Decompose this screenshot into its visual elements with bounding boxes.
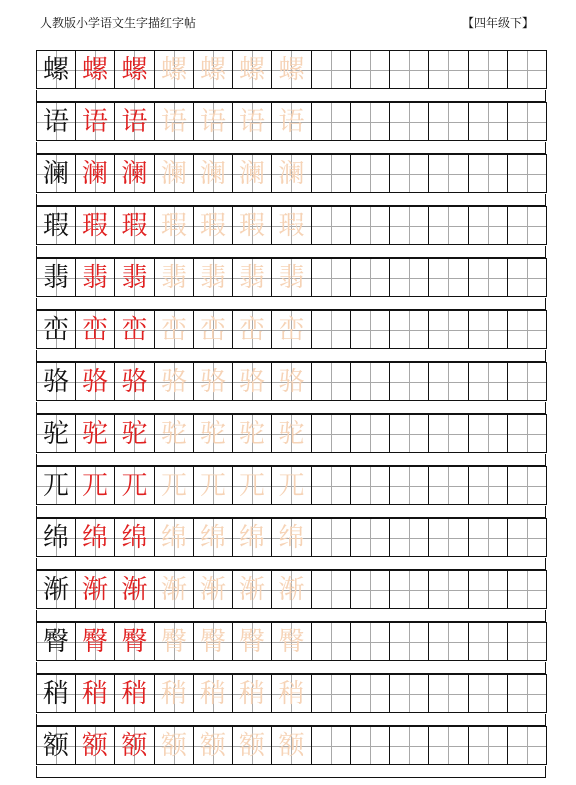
trace-character: 瑕 <box>193 206 233 245</box>
trace-character: 峦 <box>232 310 272 349</box>
character-row <box>36 414 546 454</box>
red-character: 语 <box>114 102 155 141</box>
red-character: 绵 <box>114 518 155 557</box>
empty-practice-cell <box>507 674 547 713</box>
empty-practice-cell <box>428 622 469 661</box>
empty-practice-cell <box>350 674 390 713</box>
empty-practice-cell <box>507 466 547 505</box>
trace-character: 驼 <box>154 414 194 453</box>
grade-label: 【四年级下】 <box>461 16 534 30</box>
model-character: 兀 <box>36 466 76 505</box>
trace-character: 骆 <box>232 362 272 401</box>
trace-character: 绵 <box>154 518 194 557</box>
trace-character: 臀 <box>154 622 194 661</box>
empty-practice-cell <box>468 622 508 661</box>
trace-character: 翡 <box>271 258 312 297</box>
red-character: 渐 <box>75 570 115 609</box>
empty-practice-cell <box>507 50 547 89</box>
red-character: 绵 <box>75 518 115 557</box>
empty-practice-cell <box>350 726 390 765</box>
model-character: 骆 <box>36 362 76 401</box>
character-row <box>36 726 546 766</box>
red-character: 峦 <box>75 310 115 349</box>
empty-practice-cell <box>428 726 469 765</box>
empty-practice-cell <box>389 50 429 89</box>
trace-character: 额 <box>271 726 312 765</box>
trace-character: 兀 <box>193 466 233 505</box>
trace-character: 语 <box>193 102 233 141</box>
empty-practice-cell <box>389 570 429 609</box>
empty-practice-cell <box>468 726 508 765</box>
red-character: 语 <box>75 102 115 141</box>
empty-practice-cell <box>311 362 351 401</box>
trace-character: 骆 <box>193 362 233 401</box>
trace-character: 绵 <box>193 518 233 557</box>
row-separator <box>36 90 546 102</box>
red-character: 渐 <box>114 570 155 609</box>
empty-practice-cell <box>350 154 390 193</box>
row-separator <box>36 298 546 310</box>
empty-practice-cell <box>389 362 429 401</box>
empty-practice-cell <box>311 518 351 557</box>
empty-practice-cell <box>350 518 390 557</box>
empty-practice-cell <box>428 466 469 505</box>
empty-practice-cell <box>428 362 469 401</box>
character-row <box>36 674 546 714</box>
red-character: 翡 <box>114 258 155 297</box>
empty-practice-cell <box>311 206 351 245</box>
empty-practice-cell <box>428 518 469 557</box>
trace-character: 渐 <box>154 570 194 609</box>
model-character: 臀 <box>36 622 76 661</box>
trace-character: 骆 <box>154 362 194 401</box>
model-character: 螺 <box>36 50 76 89</box>
trace-character: 额 <box>154 726 194 765</box>
trace-character: 翡 <box>193 258 233 297</box>
empty-practice-cell <box>468 154 508 193</box>
empty-practice-cell <box>350 206 390 245</box>
trace-character: 语 <box>154 102 194 141</box>
trace-character: 臀 <box>232 622 272 661</box>
model-character: 渐 <box>36 570 76 609</box>
character-row <box>36 102 546 142</box>
empty-practice-cell <box>468 206 508 245</box>
trace-character: 瑕 <box>271 206 312 245</box>
trace-character: 渐 <box>271 570 312 609</box>
character-row <box>36 622 546 662</box>
red-character: 瑕 <box>75 206 115 245</box>
trace-character: 绵 <box>271 518 312 557</box>
empty-practice-cell <box>468 518 508 557</box>
empty-practice-cell <box>507 102 547 141</box>
empty-practice-cell <box>507 310 547 349</box>
model-character: 稍 <box>36 674 76 713</box>
trace-character: 兀 <box>232 466 272 505</box>
empty-practice-cell <box>507 206 547 245</box>
empty-practice-cell <box>507 154 547 193</box>
trace-character: 峦 <box>271 310 312 349</box>
empty-practice-cell <box>350 102 390 141</box>
character-row <box>36 310 546 350</box>
red-character: 螺 <box>114 50 155 89</box>
character-row <box>36 362 546 402</box>
trace-character: 语 <box>232 102 272 141</box>
trace-character: 螺 <box>193 50 233 89</box>
empty-practice-cell <box>350 622 390 661</box>
empty-practice-cell <box>311 570 351 609</box>
red-character: 兀 <box>75 466 115 505</box>
character-row <box>36 570 546 610</box>
empty-practice-cell <box>389 258 429 297</box>
model-character: 绵 <box>36 518 76 557</box>
character-row <box>36 50 546 90</box>
trace-character: 驼 <box>232 414 272 453</box>
character-row <box>36 258 546 298</box>
red-character: 翡 <box>75 258 115 297</box>
empty-practice-cell <box>507 362 547 401</box>
empty-practice-cell <box>389 466 429 505</box>
red-character: 骆 <box>114 362 155 401</box>
empty-practice-cell <box>468 102 508 141</box>
empty-practice-cell <box>468 674 508 713</box>
empty-practice-cell <box>428 206 469 245</box>
empty-practice-cell <box>389 518 429 557</box>
empty-practice-cell <box>350 258 390 297</box>
empty-practice-cell <box>311 726 351 765</box>
empty-practice-cell <box>311 622 351 661</box>
trace-character: 稍 <box>232 674 272 713</box>
trace-character: 螺 <box>232 50 272 89</box>
model-character: 瑕 <box>36 206 76 245</box>
trace-character: 峦 <box>154 310 194 349</box>
model-character: 驼 <box>36 414 76 453</box>
empty-practice-cell <box>507 622 547 661</box>
row-separator <box>36 558 546 570</box>
empty-practice-cell <box>350 362 390 401</box>
empty-practice-cell <box>428 570 469 609</box>
red-character: 额 <box>75 726 115 765</box>
red-character: 臀 <box>75 622 115 661</box>
empty-practice-cell <box>468 414 508 453</box>
empty-practice-cell <box>428 414 469 453</box>
practice-grid <box>36 50 546 770</box>
red-character: 螺 <box>75 50 115 89</box>
trace-character: 兀 <box>271 466 312 505</box>
empty-practice-cell <box>428 310 469 349</box>
empty-practice-cell <box>311 258 351 297</box>
trace-character: 驼 <box>271 414 312 453</box>
empty-practice-cell <box>350 570 390 609</box>
empty-practice-cell <box>428 154 469 193</box>
row-separator <box>36 506 546 518</box>
empty-practice-cell <box>507 726 547 765</box>
empty-practice-cell <box>507 258 547 297</box>
model-character: 翡 <box>36 258 76 297</box>
empty-practice-cell <box>468 570 508 609</box>
trace-character: 语 <box>271 102 312 141</box>
model-character: 澜 <box>36 154 76 193</box>
empty-practice-cell <box>507 518 547 557</box>
trace-character: 澜 <box>271 154 312 193</box>
trace-character: 渐 <box>232 570 272 609</box>
trace-character: 兀 <box>154 466 194 505</box>
trace-character: 额 <box>193 726 233 765</box>
empty-practice-cell <box>428 258 469 297</box>
row-separator <box>36 402 546 414</box>
empty-practice-cell <box>389 622 429 661</box>
trace-character: 渐 <box>193 570 233 609</box>
empty-practice-cell <box>311 674 351 713</box>
model-character: 额 <box>36 726 76 765</box>
empty-practice-cell <box>468 50 508 89</box>
row-separator <box>36 350 546 362</box>
row-separator <box>36 766 546 778</box>
empty-practice-cell <box>350 50 390 89</box>
empty-practice-cell <box>389 102 429 141</box>
red-character: 臀 <box>114 622 155 661</box>
character-row <box>36 206 546 246</box>
trace-character: 额 <box>232 726 272 765</box>
row-separator <box>36 142 546 154</box>
empty-practice-cell <box>389 154 429 193</box>
trace-character: 骆 <box>271 362 312 401</box>
empty-practice-cell <box>468 466 508 505</box>
red-character: 澜 <box>114 154 155 193</box>
trace-character: 稍 <box>271 674 312 713</box>
trace-character: 螺 <box>271 50 312 89</box>
red-character: 骆 <box>75 362 115 401</box>
trace-character: 澜 <box>232 154 272 193</box>
trace-character: 臀 <box>271 622 312 661</box>
empty-practice-cell <box>311 414 351 453</box>
trace-character: 瑕 <box>154 206 194 245</box>
empty-practice-cell <box>311 154 351 193</box>
empty-practice-cell <box>468 362 508 401</box>
empty-practice-cell <box>428 674 469 713</box>
red-character: 瑕 <box>114 206 155 245</box>
red-character: 稍 <box>114 674 155 713</box>
row-separator <box>36 194 546 206</box>
trace-character: 澜 <box>154 154 194 193</box>
red-character: 峦 <box>114 310 155 349</box>
character-row <box>36 466 546 506</box>
row-separator <box>36 662 546 674</box>
empty-practice-cell <box>468 310 508 349</box>
trace-character: 绵 <box>232 518 272 557</box>
empty-practice-cell <box>389 206 429 245</box>
red-character: 额 <box>114 726 155 765</box>
trace-character: 翡 <box>154 258 194 297</box>
empty-practice-cell <box>428 50 469 89</box>
trace-character: 臀 <box>193 622 233 661</box>
empty-practice-cell <box>311 102 351 141</box>
trace-character: 螺 <box>154 50 194 89</box>
trace-character: 澜 <box>193 154 233 193</box>
trace-character: 瑕 <box>232 206 272 245</box>
red-character: 驼 <box>114 414 155 453</box>
trace-character: 稍 <box>154 674 194 713</box>
trace-character: 翡 <box>232 258 272 297</box>
page-title: 人教版小学语文生字描红字帖 <box>40 16 197 30</box>
row-separator <box>36 610 546 622</box>
red-character: 驼 <box>75 414 115 453</box>
empty-practice-cell <box>468 258 508 297</box>
empty-practice-cell <box>311 50 351 89</box>
trace-character: 稍 <box>193 674 233 713</box>
trace-character: 驼 <box>193 414 233 453</box>
character-row <box>36 154 546 194</box>
empty-practice-cell <box>389 674 429 713</box>
empty-practice-cell <box>428 102 469 141</box>
red-character: 澜 <box>75 154 115 193</box>
model-character: 峦 <box>36 310 76 349</box>
trace-character: 峦 <box>193 310 233 349</box>
empty-practice-cell <box>507 414 547 453</box>
row-separator <box>36 246 546 258</box>
red-character: 稍 <box>75 674 115 713</box>
empty-practice-cell <box>389 414 429 453</box>
empty-practice-cell <box>350 310 390 349</box>
empty-practice-cell <box>350 466 390 505</box>
empty-practice-cell <box>507 570 547 609</box>
empty-practice-cell <box>311 466 351 505</box>
empty-practice-cell <box>389 726 429 765</box>
empty-practice-cell <box>350 414 390 453</box>
empty-practice-cell <box>389 310 429 349</box>
red-character: 兀 <box>114 466 155 505</box>
empty-practice-cell <box>311 310 351 349</box>
character-row <box>36 518 546 558</box>
row-separator <box>36 454 546 466</box>
row-separator <box>36 714 546 726</box>
model-character: 语 <box>36 102 76 141</box>
